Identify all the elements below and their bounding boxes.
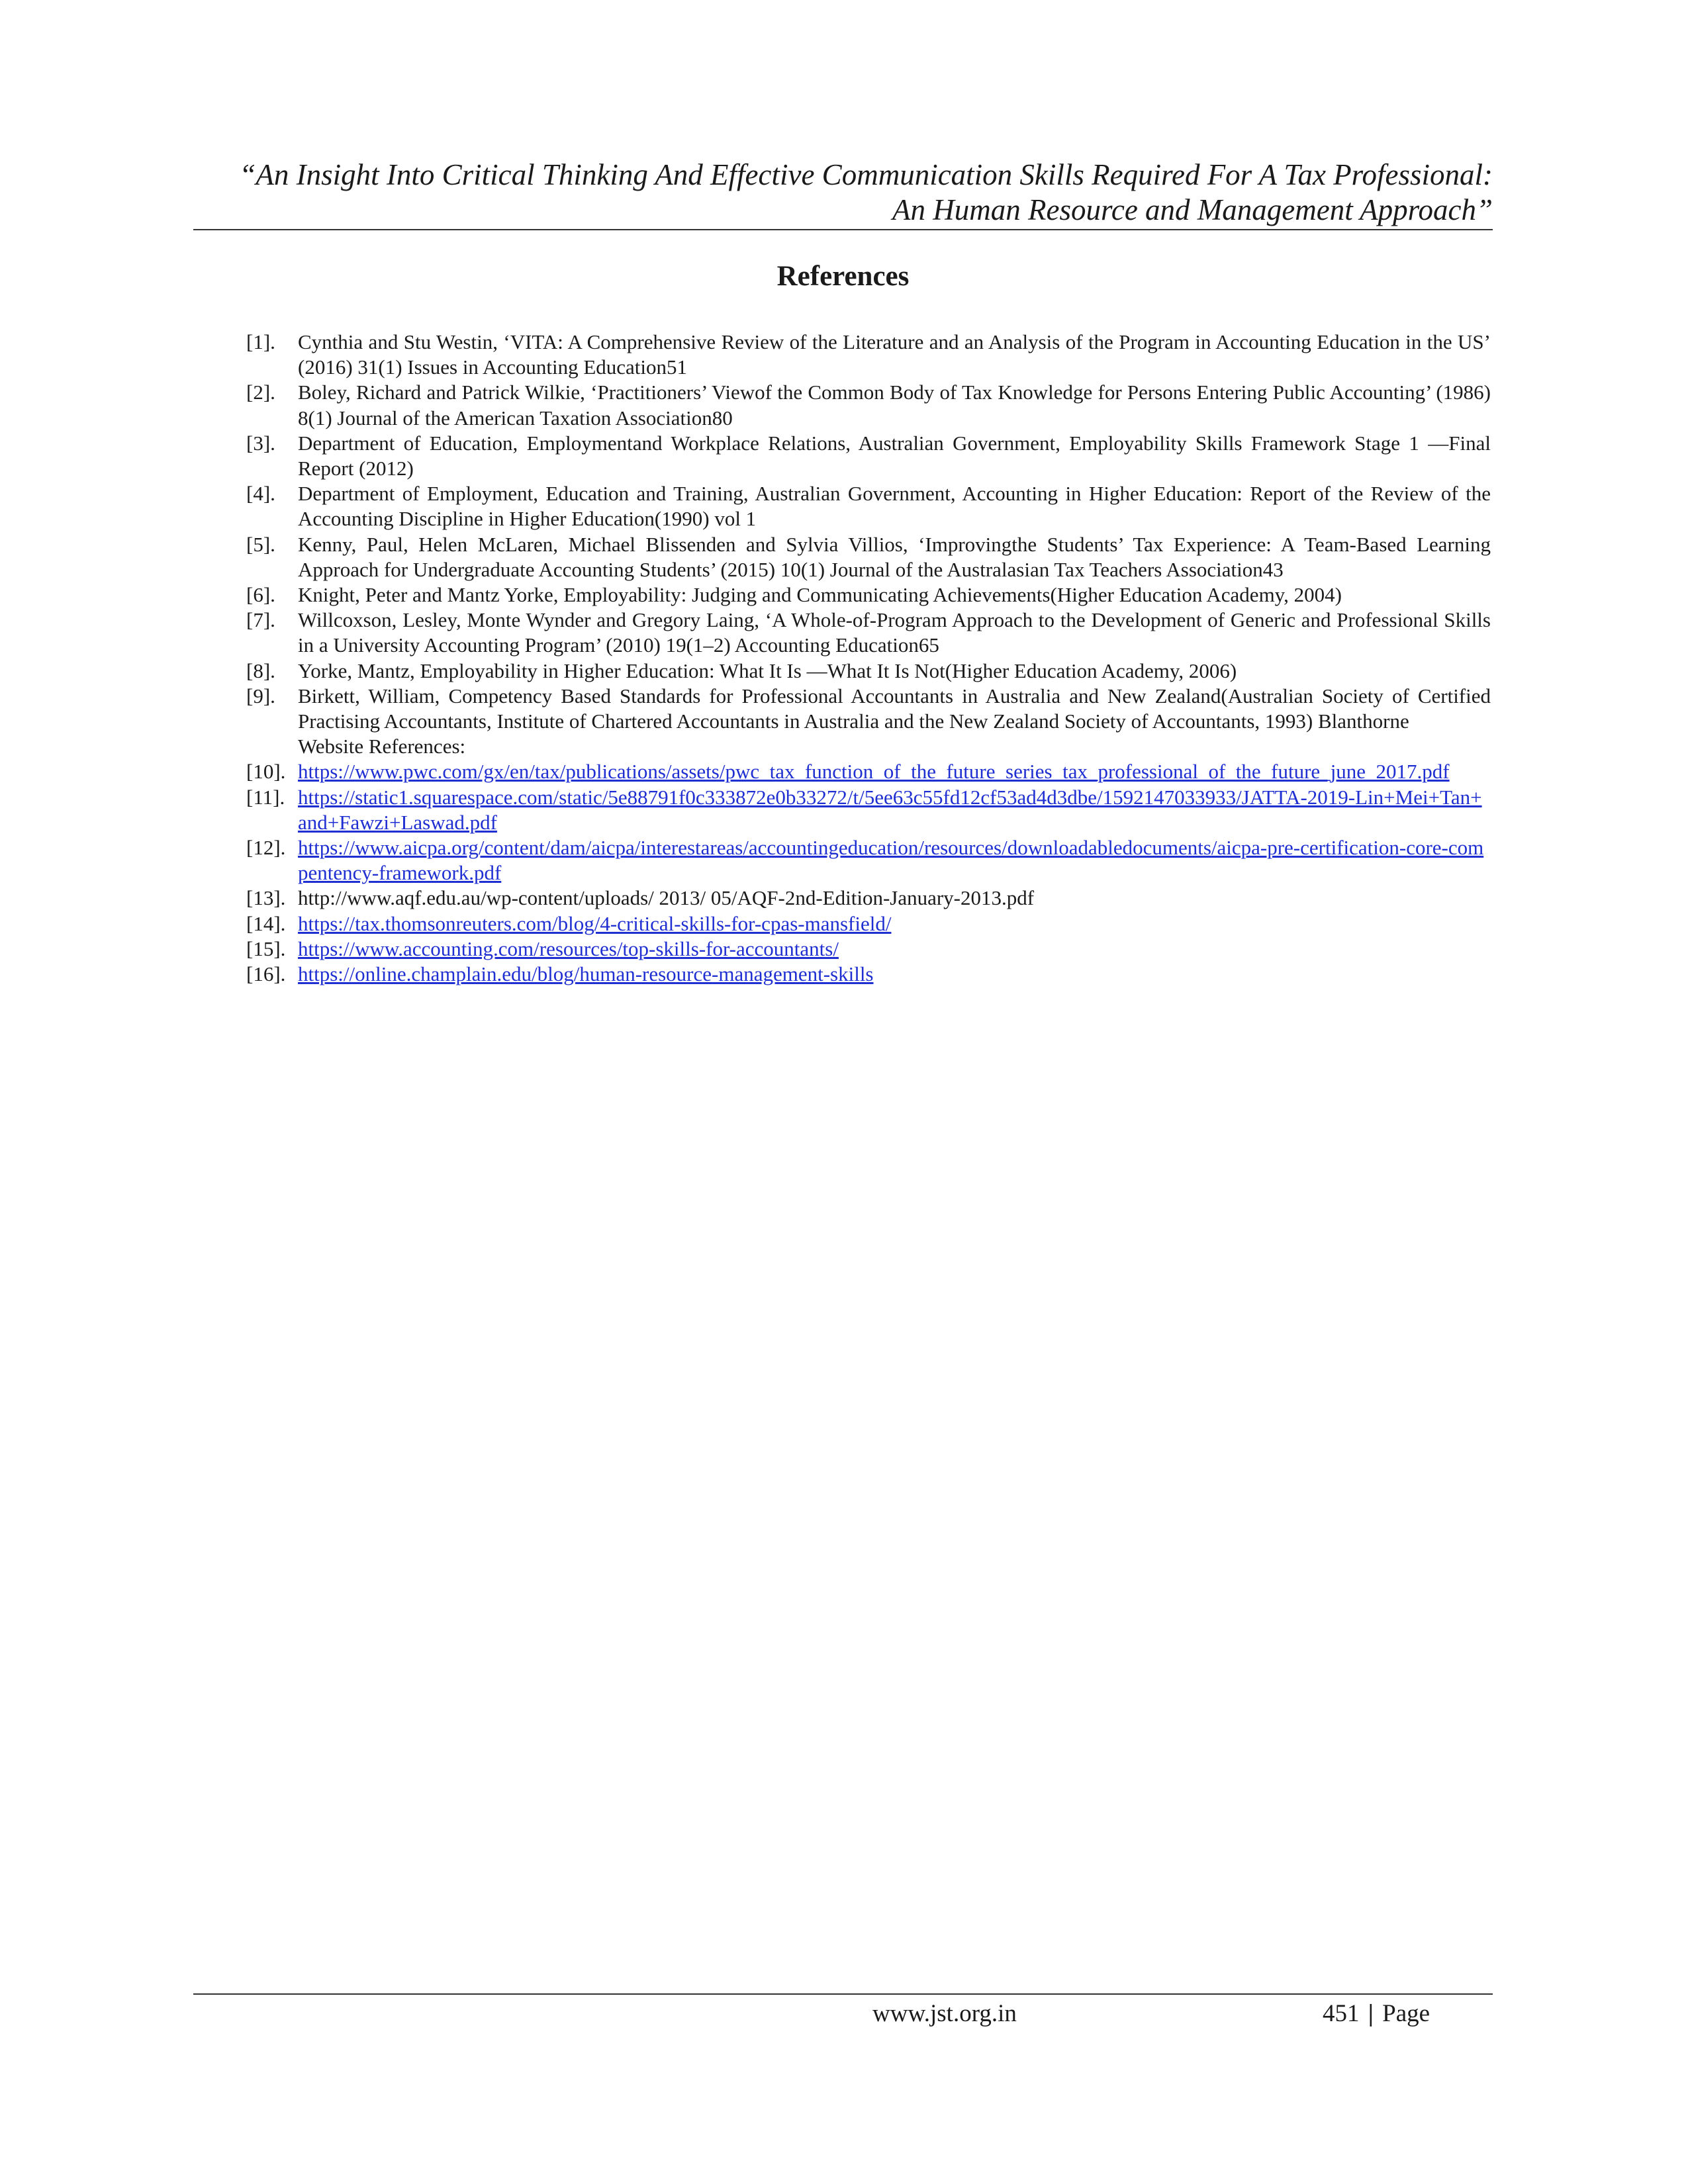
reference-link[interactable]: https://www.accounting.com/resources/top-skills-for-accountants/ [298,936,839,960]
web-reference-item [246,835,1491,886]
reference-number: [11]. [246,785,285,809]
reference-item [246,684,1491,734]
header-line-2: An Human Resource and Management Approach” [892,193,1493,226]
footer-page-number [1323,1997,1430,2031]
page-title: References [776,261,910,292]
reference-number: [15]. [246,936,286,960]
header-line-1: “An Insight Into Critical Thinking And Effective Communication Skills Required For A Tax Professional: [239,158,1493,191]
header-divider [193,229,1493,230]
reference-text: Kenny, Paul, Helen McLaren, Michael Blissenden and Sylvia Villios, ‘Improvingthe Students’ Tax Experience: A Team-Based Learning Approach for Undergraduate Accounting Students’ (2015) 10(1) Journal of the Australasian Tax Teachers Association43 [298,532,1491,581]
reference-item [246,608,1491,658]
reference-text: Willcoxson, Lesley, Monte Wynder and Gregory Laing, ‘A Whole-of-Program Approach to the Development of Generic and Professional Skills in a University Accounting Program’ (2010) 19(1–2) Accounting Education65 [298,608,1491,657]
reference-number: [8]. [246,659,275,682]
reference-link[interactable]: https://online.champlain.edu/blog/human-resource-management-skills [298,962,874,986]
web-reference-item [246,936,1491,962]
website-references-heading: Website References: [298,735,466,758]
reference-number: [12]. [246,836,286,860]
reference-number: [13]. [246,886,286,910]
reference-number: [3]. [246,431,275,455]
reference-item [246,330,1491,380]
reference-item [246,659,1491,684]
page-label: Page [1382,2000,1430,2027]
reference-number: [7]. [246,608,275,632]
reference-number: [2]. [246,381,275,404]
reference-number: [5]. [246,532,275,556]
reference-text: Cynthia and Stu Westin, ‘VITA: A Comprehensive Review of the Literature and an Analysis of the Program in Accounting Education in the US’ (2016) 31(1) Issues in Accounting Education51 [298,330,1491,379]
reference-item [246,582,1491,608]
footer-website: www.jst.org.in [872,2000,1017,2027]
reference-text: Birkett, William, Competency Based Standards for Professional Accountants in Australia and New Zealand(Australian Society of Certified Practising Accountants, Institute of Chartered Accountants in Australia and the New Zealand Society of Accountants, 1993) Blanthorne [298,684,1491,733]
reference-item [246,380,1491,430]
reference-text: Boley, Richard and Patrick Wilkie, ‘Practitioners’ Viewof the Common Body of Tax Knowledge for Persons Entering Public Accounting’ (1986) 8(1) Journal of the American Taxation Association80 [298,381,1491,430]
reference-number: [9]. [246,684,275,707]
reference-number: [10]. [246,760,286,784]
reference-number: [14]. [246,911,286,935]
reference-text: Knight, Peter and Mantz Yorke, Employability: Judging and Communicating Achievements(Higher Education Academy, 2004) [298,583,1342,607]
web-reference-item [246,759,1491,784]
reference-text: Yorke, Mantz, Employability in Higher Education: What It Is —What It Is Not(Higher Education Academy, 2006) [298,659,1237,682]
reference-text: Department of Employment, Education and Training, Australian Government, Accounting in Higher Education: Report of the Review of the Accounting Discipline in Higher Education(1990) vol 1 [298,482,1491,531]
page-number: 451 [1323,2000,1360,2027]
reference-link[interactable]: https://static1.squarespace.com/static/5e88791f0c333872e0b33272/t/5ee63c55fd12cf53ad4d3dbe/1592147033933/JATTA-2019-Lin+Mei+Tan+and+Fawzi+Laswad.pdf [298,785,1482,834]
reference-number: [6]. [246,583,275,607]
reference-text: Department of Education, Employmentand Workplace Relations, Australian Government, Employability Skills Framework Stage 1 —Final Report (2012) [298,431,1491,480]
web-reference-item [246,962,1491,987]
reference-number: [16]. [246,962,286,986]
web-reference-item [246,911,1491,936]
reference-link[interactable]: https://www.aicpa.org/content/dam/aicpa/interestareas/accountingeducation/resources/downloadabledocuments/aicpa-pre-certification-core-compentency-framework.pdf [298,836,1484,885]
reference-link[interactable]: https://tax.thomsonreuters.com/blog/4-critical-skills-for-cpas-mansfield/ [298,911,892,935]
reference-item [246,532,1491,582]
reference-list [246,330,1491,987]
footer-divider [193,1993,1493,1995]
reference-item [246,481,1491,531]
running-header [193,158,1493,228]
web-reference-item [246,785,1491,835]
reference-item [246,431,1491,481]
page-separator: | [1368,2000,1374,2027]
reference-number: [4]. [246,482,275,506]
reference-number: [1]. [246,330,275,353]
web-reference-item [246,886,1491,911]
reference-link[interactable]: https://www.pwc.com/gx/en/tax/publications/assets/pwc_tax_function_of_the_future_series_tax_professional_of_the_future_june_2017.pdf [298,760,1450,784]
reference-url-text: http://www.aqf.edu.au/wp-content/uploads/ 2013/ 05/AQF-2nd-Edition-January-2013.pdf [298,886,1035,910]
